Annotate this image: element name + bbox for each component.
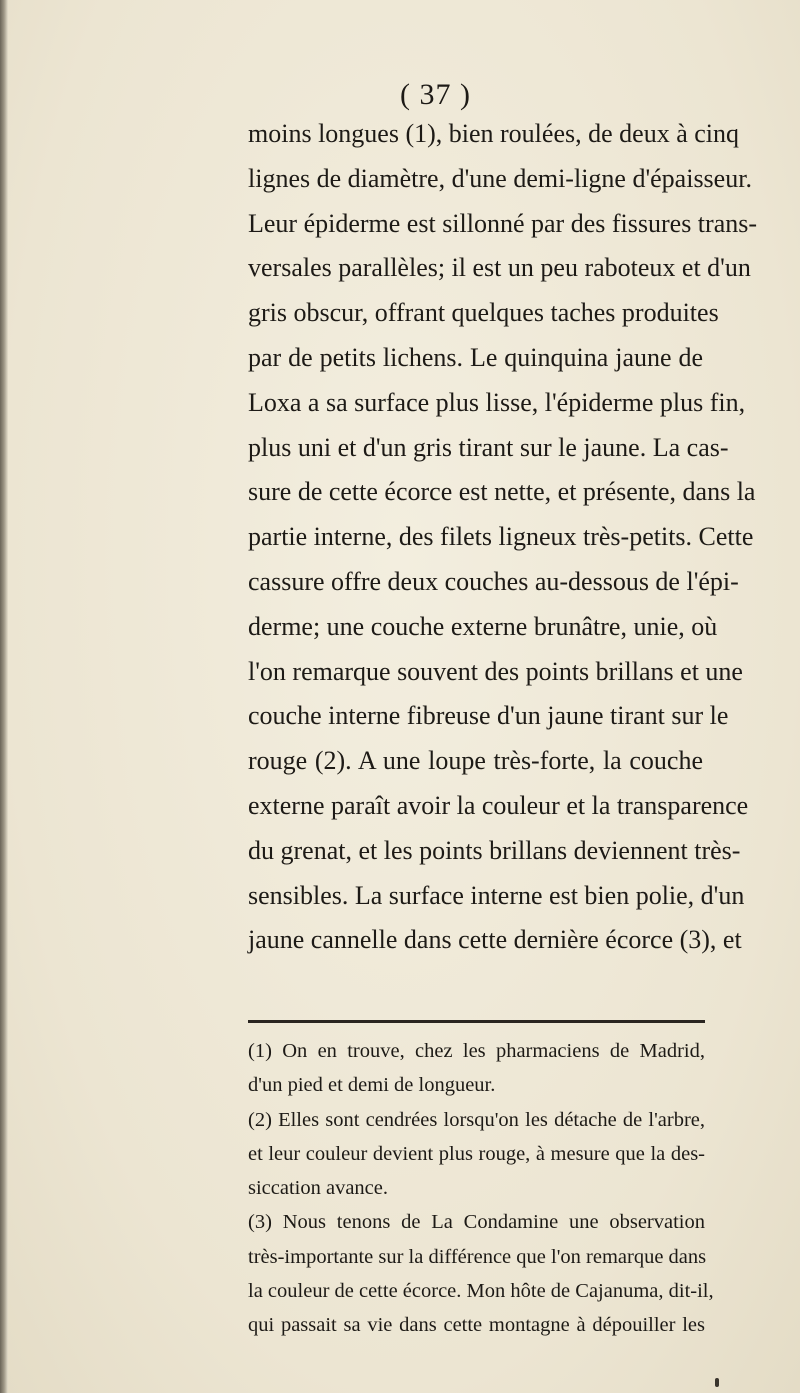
- body-line: derme; une couche externe brunâtre, unie, où: [248, 611, 718, 641]
- body-line: Loxa a sa surface plus lisse, l'épiderme plus fin,: [248, 387, 746, 417]
- body-line: gris obscur, offrant quelques taches produites: [248, 298, 719, 328]
- footnote-line: très-importante sur la différence que l'on remarque dans: [248, 1245, 707, 1268]
- body-line: rouge (2). A une loupe très-forte, la couche: [248, 746, 703, 776]
- body-line: externe paraît avoir la couleur et la transparence: [248, 790, 749, 820]
- page-number: ( 37 ): [400, 78, 471, 111]
- body-line: plus uni et d'un gris tirant sur le jaune. La cas-: [248, 432, 729, 462]
- body-line: partie interne, des filets ligneux très-petits. Cette: [248, 522, 754, 552]
- body-line: jaune cannelle dans cette dernière écorce (3), et: [248, 925, 742, 955]
- footnotes: [248, 1034, 714, 1343]
- body-line: sure de cette écorce est nette, et présente, dans la: [248, 477, 756, 507]
- body-line: sensibles. La surface interne est bien polie, d'un: [248, 880, 745, 910]
- body-line: moins longues (1), bien roulées, de deux à cinq: [248, 119, 739, 148]
- ink-speck: [715, 1378, 719, 1387]
- body-line: lignes de diamètre, d'une demi-ligne d'épaisseur.: [248, 163, 752, 193]
- body-line: cassure offre deux couches au-dessous de l'épi-: [248, 566, 739, 596]
- footnote-separator-rule: [248, 1020, 705, 1023]
- body-line: par de petits lichens. Le quinquina jaune de: [248, 342, 703, 372]
- body-line: couche interne fibreuse d'un jaune tirant sur le: [248, 701, 729, 731]
- body-line: l'on remarque souvent des points brillans et une: [248, 656, 743, 686]
- footnote-line: siccation avance.: [248, 1177, 389, 1200]
- body-line: du grenat, et les points brillans deviennent très-: [248, 835, 741, 865]
- footnote-line: (2) Elles sont cendrées lorsqu'on les détache de l'arbre,: [248, 1108, 705, 1131]
- page-binding-edge: [0, 0, 8, 1393]
- body-line: Leur épiderme est sillonné par des fissures trans-: [248, 208, 758, 238]
- footnote-line: la couleur de cette écorce. Mon hôte de Cajanuma, dit-il,: [248, 1280, 714, 1303]
- footnote-line: (1) On en trouve, chez les pharmaciens de Madrid,: [248, 1040, 705, 1062]
- footnote-line: d'un pied et demi de longueur.: [248, 1074, 496, 1097]
- footnote-line: qui passait sa vie dans cette montagne à dépouiller les: [248, 1314, 705, 1337]
- footnote-line: (3) Nous tenons de La Condamine une observation: [248, 1211, 705, 1234]
- body-text: [248, 112, 758, 963]
- body-line: versales parallèles; il est un peu raboteux et d'un: [248, 253, 751, 283]
- footnote-line: et leur couleur devient plus rouge, à mesure que la des-: [248, 1142, 705, 1165]
